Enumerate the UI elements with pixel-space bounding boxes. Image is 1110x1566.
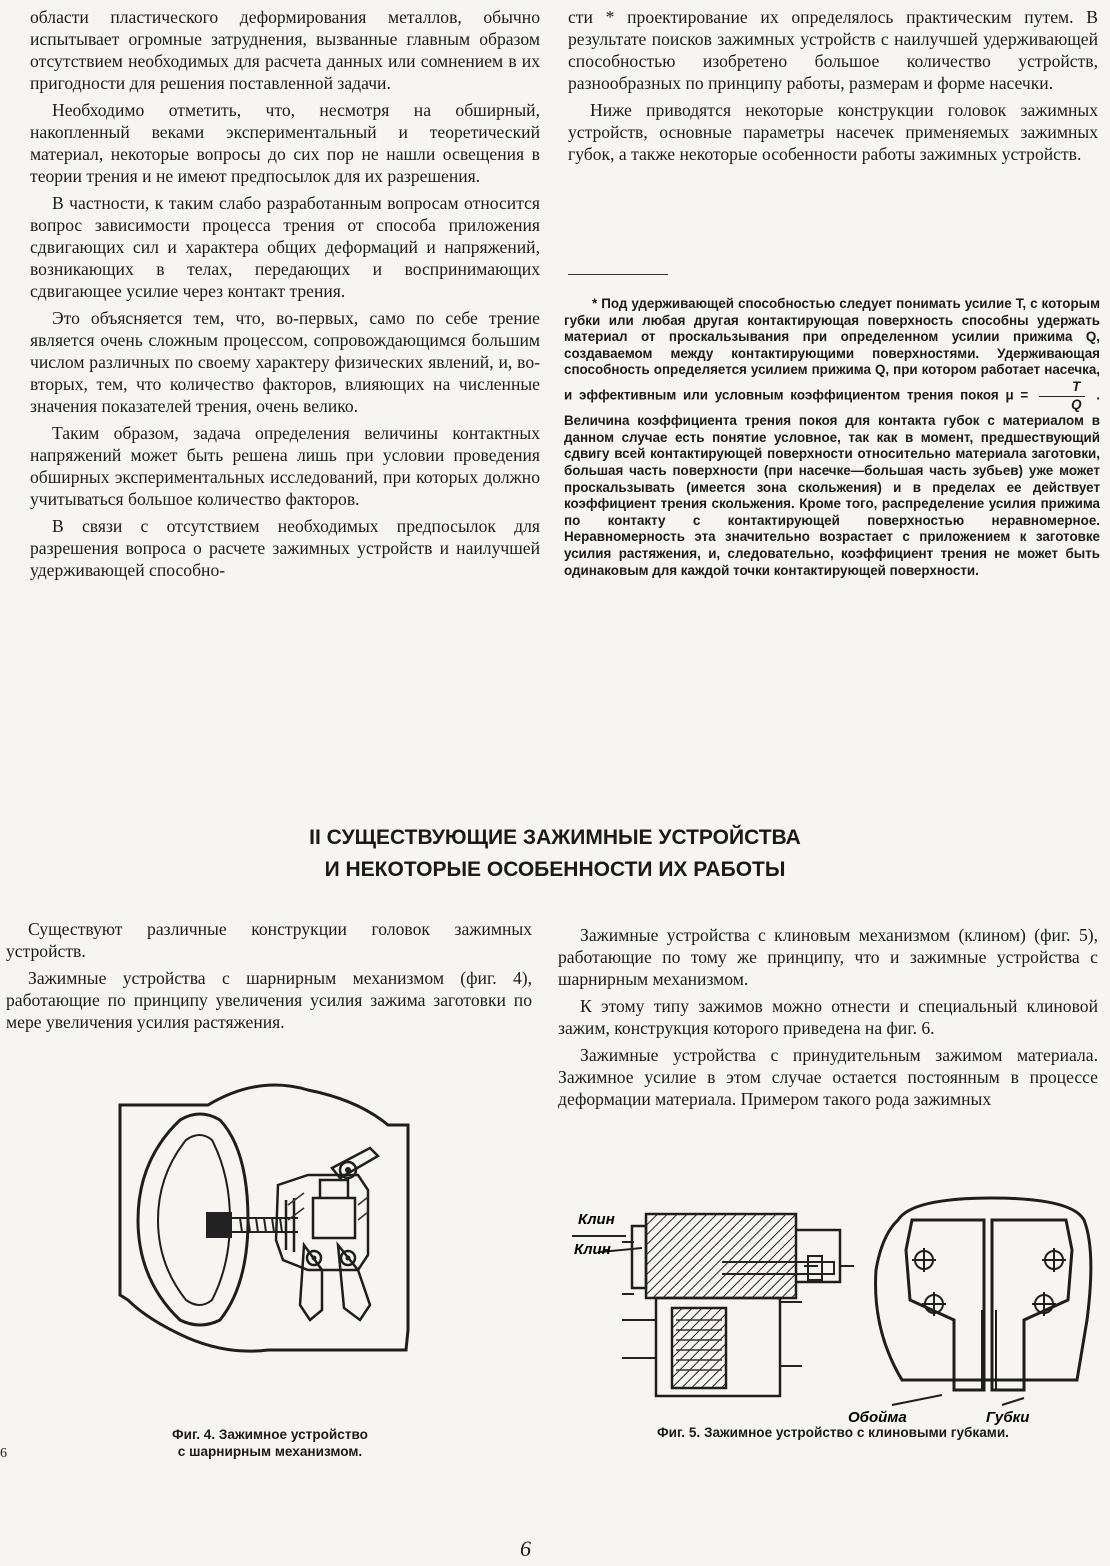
text-column-left-top bbox=[30, 6, 540, 586]
section-heading bbox=[0, 822, 1110, 886]
formula-numerator: T bbox=[1039, 379, 1085, 397]
section-heading-line2: И НЕКОТОРЫЕ ОСОБЕННОСТИ ИХ РАБОТЫ bbox=[324, 858, 786, 881]
paragraph: области пластического деформирования металлов, обычно испытывает огромные затруднения, вызванные главным образом отсутствием необходимых для расчета данных или сомнением в их пригодности для решения поставленной задачи. bbox=[30, 7, 540, 93]
text-column-right-bottom bbox=[558, 924, 1098, 1115]
footnote-divider bbox=[568, 274, 668, 275]
paragraph: Ниже приводятся некоторые конструкции головок зажимных устройств, основные параметры насечек применяемых зажимных губок, а также некоторые особенности работы зажимных устройств. bbox=[568, 100, 1098, 164]
paragraph: Зажимные устройства с принудительным зажимом материала. Зажимное усилие в этом случае остается постоянным в процессе деформации материала. Примером такого рода зажимных bbox=[558, 1045, 1098, 1109]
text-column-left-bottom bbox=[6, 918, 532, 1038]
figure-4-caption-line1: Фиг. 4. Зажимное устройство bbox=[171, 1427, 368, 1442]
paragraph: Это объясняется тем, что, во-первых, само по себе трение является очень сложным процессом, сопровождающимся большим числом различных по своему характеру физических явлений, и, во-вторых, тем, что количество факторов, влияющих на численные значения показателей трения, очень велико. bbox=[30, 308, 540, 416]
footnote-text-continued: . Величина коэффициента трения покоя для контакта губок с материалом в данном случае есть понятие условное, так как в момент, предшествующий сдвигу всей контактирующей поверхности относительно материала заготовки, большая часть поверхности (при насечке—большая часть зубьев) уже может проскальзывать (имеется зона скольжения) и в пределах ее действует коэффициент трения скольжения. Кроме того, распределение усилия прижима по контакту с контактирующей поверхностью неравномерное. Неравномерность эта значительно возрастает с приложением к заготовке усилия растяжения, и, следовательно, коэффициент трения не может быть одинаковым для каждой точки контактирующей поверхности. bbox=[564, 387, 1101, 578]
figure-4-caption-line2: с шарнирным механизмом. bbox=[177, 1444, 363, 1459]
formula-denominator: Q bbox=[1071, 396, 1082, 412]
paragraph: Таким образом, задача определения величины контактных напряжений может быть решена лишь при условии проведения обширных экспериментальных исследований, при которых должно учитываться большое количество факторов. bbox=[30, 423, 540, 509]
page-number: 6 bbox=[520, 1536, 531, 1561]
paragraph: Зажимные устройства с шарнирным механизмом (фиг. 4), работающие по принципу увеличения усилия зажима заготовки по мере увеличения усилия растяжения. bbox=[6, 968, 532, 1032]
text-column-right-top bbox=[568, 6, 1098, 170]
paragraph: Существуют различные конструкции головок зажимных устройств. bbox=[6, 919, 532, 961]
friction-formula bbox=[1039, 379, 1085, 413]
label-wedge-bottom: Клин bbox=[574, 1241, 611, 1258]
figure-4-caption bbox=[110, 1426, 430, 1460]
label-clip: Обойма bbox=[848, 1409, 907, 1426]
label-jaws: Губки bbox=[986, 1409, 1030, 1426]
figure-5-caption: Фиг. 5. Зажимное устройство с клиновыми губками. bbox=[657, 1425, 1009, 1440]
section-heading-line1: II СУЩЕСТВУЮЩИЕ ЗАЖИМНЫЕ УСТРОЙСТВА bbox=[309, 826, 801, 849]
figure-4-hinge-clamp-drawing bbox=[108, 1080, 424, 1376]
paragraph: сти * проектирование их определялось практическим путем. В результате поисков зажимных устройств с наилучшей удерживающей способностью изобретено большое количество устройств, разнообразных по принципу работы, размерам и форме насечки. bbox=[568, 7, 1098, 93]
paragraph: Необходимо отметить, что, несмотря на обширный, накопленный веками экспериментальный и теоретический материал, некоторые вопросы до сих пор не нашли освещения в теории трения и не имеют предпосылок для их разрешения. bbox=[30, 100, 540, 186]
paragraph: К этому типу зажимов можно отнести и специальный клиновой зажим, конструкция которого приведена на фиг. 6. bbox=[558, 996, 1098, 1038]
paragraph: Зажимные устройства с клиновым механизмом (клином) (фиг. 5), работающие по тому же принципу, что и зажимные устройства с шарнирным механизмом. bbox=[558, 925, 1098, 989]
figure-5-wedge-clamp-drawing bbox=[572, 1190, 1102, 1430]
footnote bbox=[564, 296, 1100, 579]
edge-page-mark: 6 bbox=[0, 1446, 7, 1461]
paragraph: В связи с отсутствием необходимых предпосылок для разрешения вопроса о расчете зажимных устройств и наилучшей удерживающей способно- bbox=[30, 516, 540, 580]
paragraph: В частности, к таким слабо разработанным вопросам относится вопрос зависимости процесса трения от способа приложения сдвигающих сил и характера общих деформаций и напряжений, возникающих в телах, передающих и воспринимающих сдвигающее усилие через контакт трения. bbox=[30, 193, 540, 301]
footnote-text: * Под удерживающей способностью следует понимать усилие T, с которым губки или любая другая контактирующая поверхность способны удержать материал от проскальзывания при определенном усилии прижима Q, создаваемом между контактирующими поверхностями. Удерживающая способность определяется усилием прижима Q, при котором работает насечка, и эффективным или условным коэффициентом трения покоя μ = bbox=[564, 296, 1100, 403]
label-wedge-top: Клин bbox=[578, 1211, 615, 1228]
